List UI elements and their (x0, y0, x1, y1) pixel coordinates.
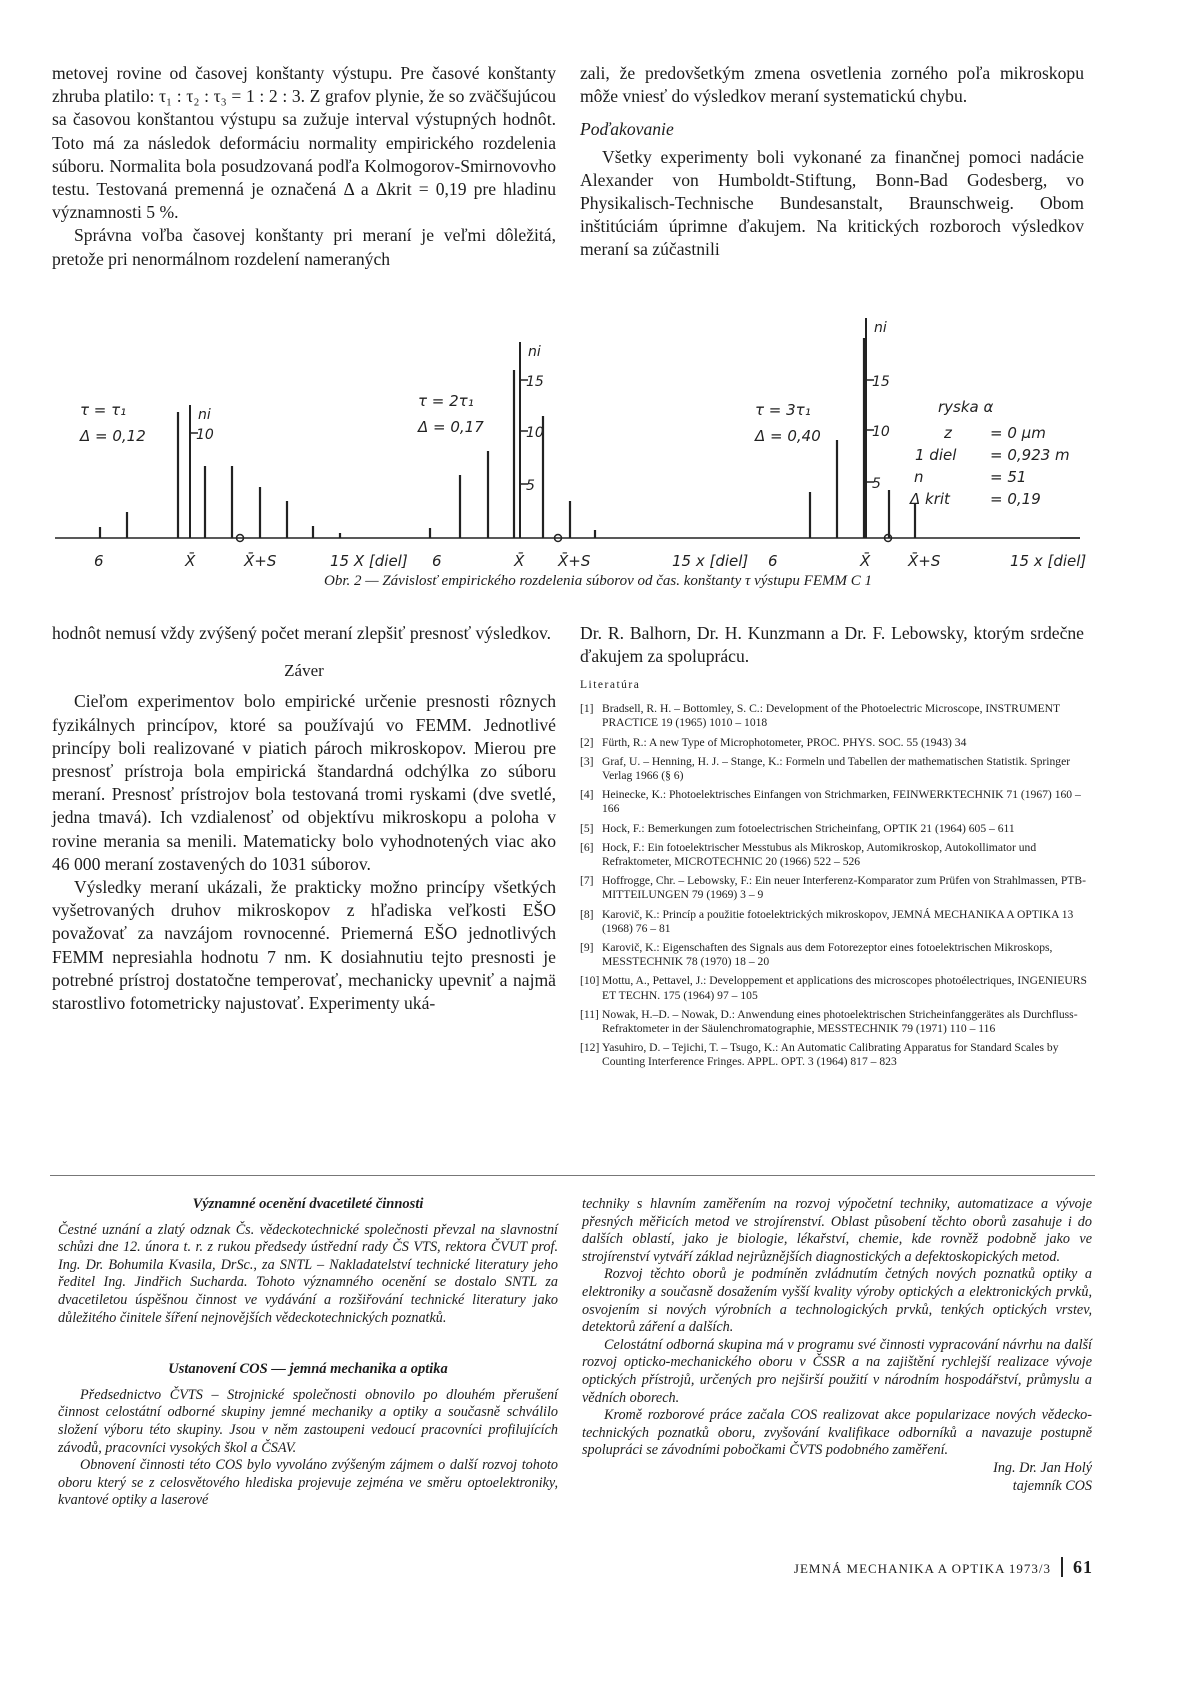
y-tick-label: 5 (872, 476, 881, 492)
reference-item (580, 941, 1093, 969)
y-tick-label: 10 (526, 425, 544, 441)
tau-label: τ = 3τ₁ (755, 401, 811, 419)
legend-key: n (914, 468, 924, 486)
paragraph: Čestné uznání a zlatý odznak Čs. vědeckotechnické společnosti převzal na slavnostní schůzi dne 12. února t. r. z rukou předsedy ústřední rady ČS VTS, rektora ČVUT prof. Ing. Dr. Bohumila Kvasila, DrSc., za SNTL – Nakladatelství technické literatury jeho ředitel Ing. Jindřich Sucharda. Tohoto významného ocenění se dostalo SNTL za dvacetiletou úspěšnou činnost ve vydávání a rozšiřování technické literatury jako důležitého činitele šíření nejnovějších vědeckotechnických poznatků. (58, 1221, 558, 1326)
reference-text: Fürth, R.: A new Type of Microphotometer, PROC. PHYS. SOC. 55 (1943) 34 (602, 735, 967, 749)
reference-item (580, 908, 1093, 936)
reference-number: [8] (580, 907, 594, 921)
journal-name: JEMNÁ MECHANIKA A OPTIKA 1973/3 (793, 1561, 1051, 1576)
reference-text: Bradsell, R. H. – Bottomley, S. C.: Development of the Photoelectric Microscope, INSTRUMENT PRACTICE 19 (1965) 1010 – 1018 (602, 702, 1060, 730)
legend-value: = 0 μm (990, 424, 1046, 442)
figure-histograms (0, 0, 1193, 600)
paragraph: Dr. R. Balhorn, Dr. H. Kunzmann a Dr. F. Lebowsky, ktorým srdečne ďakujem za spoluprácu. (580, 623, 1084, 667)
reference-text: Nowak, H.–D. – Nowak, D.: Anwendung eines photoelektrischen Stricheinfanggerätes als Durchfluss-Refraktometer in der Säulenchromatographie, MESSTECHNIK 79 (1971) 110 – 116 (602, 1007, 1078, 1036)
legend-value: = 0,19 (990, 490, 1041, 508)
delta-label: Δ = 0,17 (418, 418, 484, 436)
delta-label: Δ = 0,12 (80, 427, 146, 445)
news-heading: Významné ocenění dvacetileté činnosti (192, 1196, 424, 1212)
reference-text: Karovič, K.: Princíp a použitie fotoelektrických mikroskopov, JEMNÁ MECHANIKA A OPTIKA 13 (1968) 76 – 81 (602, 907, 1074, 935)
y-tick-label: 15 (872, 374, 890, 390)
reference-number: [9] (580, 941, 594, 955)
legend-title: ryska α (938, 398, 994, 416)
reference-number: [11] (580, 1007, 599, 1021)
x-label: 6 (94, 552, 104, 570)
x-label: X̄ (860, 552, 871, 570)
paragraph: Všetky experimenty boli vykonané za finančnej pomoci nadácie Alexander von Humboldt-Stiftung, Bonn-Bad Godesberg, vo Physikalisch-Technische Bundesanstalt, Braunschweig. Obom inštitúciám úprimne ďakujem. Na kritických rozboroch výsledkov meraní sa zúčastnili (580, 146, 1084, 260)
x-label: 15 x [diel] (672, 552, 749, 570)
paragraph: Celostátní odborná skupina má v programu své činnosti vypracování návrhu na další rozvoj opticko-mechanického oboru v ČSSR a na zajištění rychlejší realizace vývoje optických přístrojů, určených pro nejširší použití v národním hospodářství, průmyslu a vědních oborech. (582, 1336, 1092, 1406)
reference-item (580, 974, 1093, 1002)
x-label: 6 (432, 552, 442, 570)
reference-text: Mottu, A., Pettavel, J.: Developpement et applications des microscopes photoélectriques, INGENIEURS ET TECHN. 175 (1964) 97 – 105 (602, 974, 1087, 1002)
paragraph: Obnovení činnosti této COS bylo vyvoláno zvýšeným zájmem o další rozvoj tohoto oboru který se z celosvětového hlediska projevuje zejména ve směru optoelektroniky, kvantové optiky a laserové (58, 1457, 558, 1509)
reference-number: [12] (580, 1041, 600, 1055)
x-label: X̄+S (244, 552, 277, 570)
reference-text: Hock, F.: Ein fotoelektrischer Messtubus als Mikroskop, Automikroskop, Autokollimator und Refraktometer, MICROTECHNIC 20 (1966) 522 – 526 (602, 840, 1037, 869)
paragraph: Správna voľba časovej konštanty pri meraní je veľmi dôležitá, pretože pri nenormálnom rozdelení nameraných (52, 225, 556, 269)
x-label: X̄ (185, 552, 196, 570)
reference-item (580, 841, 1093, 869)
paragraph: techniky s hlavním zaměřením na rozvoj výpočetní techniky, automatizace a vývoje přesných měřicích metod ve strojírenství. Oblast působení těchto oborů zasahuje i do dalších oblastí, jako je biologie, lékařství, chemie, kde rovněž podobně jako ve strojírenství vytváří základ nejrůznějších diagnostických a defektoskopických metod. (582, 1196, 1092, 1265)
reference-item (580, 788, 1093, 816)
delta-label: Δ = 0,40 (755, 427, 821, 445)
reference-item (580, 1041, 1093, 1069)
left-mid-column (52, 622, 556, 1015)
reference-number: [10] (580, 974, 600, 988)
paragraph: Cieľom experimentov bolo empirické určenie presnosti rôznych fyzikálnych princípov, ktoré sa používajú vo FEMM. Jednotlivé princípy boli realizované v piatich pároch mikroskopov. Mierou pre presnosť prístroja bola empirická štandardná odchýlka zo súboru meraní. Presnosť prístrojov bola testovaná tromi ryskami (dve svetlé, jedna tmavá). Ich vzdialenosť od objektívu mikroskopu a poloha v rovine merania sa menili. Matematicky bolo vyhodnotených viac ako 46 000 meraní zostavených do 1031 súborov. (52, 691, 556, 874)
y-tick-label: 10 (872, 424, 890, 440)
reference-text: Heinecke, K.: Photoelektrisches Einfangen von Strichmarken, FEINWERKTECHNIK 71 (1967) 160 – 166 (602, 788, 1081, 816)
legend-value: = 0,923 m (990, 446, 1070, 464)
reference-item (580, 702, 1093, 730)
axis-label: ni (874, 320, 887, 336)
x-label: 6 (768, 552, 778, 570)
section-heading: Záver (284, 661, 324, 681)
axis-label: ni (528, 344, 541, 360)
y-tick-label: 10 (196, 427, 214, 443)
paragraph: Výsledky meraní ukázali, že prakticky možno princípy všetkých vyšetrovaných druhov mikroskopov z hľadiska veľkosti EŠO považovať za navzájom rovnocenné. Priemerná EŠO jednotlivých FEMM nepresiahla hodnotu 7 nm. K dosiahnutiu tejto presnosti je potrebné prístroj dostatočne temperovať, mechanicky upevniť a najmä starostlivo fotometricky najustovať. Experimenty uká- (52, 877, 556, 1014)
tau-label: τ = τ₁ (80, 401, 127, 419)
reference-item (580, 736, 1093, 750)
news-heading: Ustanovení COS — jemná mechanika a optika (168, 1361, 448, 1378)
legend-key: 1 diel (915, 446, 957, 464)
paragraph: metovej rovine od časovej konštanty výstupu. Pre časové konštanty zhruba platilo: τ₁ : τ₂ : τ₃ = 1 : 2 : 3. Z grafov plynie, že so zväčšujúcou sa časovou konštantou výstupu sa zužuje interval výstupných hodnôt. Toto má za následok deformáciu normality empirického rozdelenia súboru. Normalita bola posudzovaná podľa Kolmogorov-Smirnovovho testu. Testovaná premenná je označená Δ a Δkrit = 0,19 pre hladinu významnosti 5 %. (52, 63, 556, 223)
reference-item (580, 874, 1093, 902)
y-tick-label: 5 (526, 478, 535, 494)
legend-value: = 51 (990, 468, 1027, 486)
reference-number: [6] (580, 840, 594, 854)
legend-key: Δ krit (910, 490, 950, 508)
bottom-left-column (58, 1196, 558, 1510)
divider (50, 1175, 1095, 1176)
reference-item (580, 755, 1093, 783)
reference-text: Hoffrogge, Chr. – Lebowsky, F.: Ein neuer Interferenz-Komparator zum Prüfen von Strahlmassen, PTB-MITTEILUNGEN 79 (1969) 3 – 9 (602, 874, 1086, 902)
signature-name: Ing. Dr. Jan Holý (993, 1459, 1092, 1476)
legend-key: z (944, 424, 952, 442)
reference-text: Yasuhiro, D. – Tejichi, T. – Tsugo, K.: An Automatic Calibrating Apparatus for Standard Scales by Counting Interference Fringes. APPL. OPT. 3 (1964) 817 – 823 (602, 1041, 1059, 1069)
references (580, 678, 1093, 1075)
figure-caption: Obr. 2 — Závislosť empirického rozdelenia súborov od čas. konštanty τ výstupu FEMM C 1 (324, 573, 872, 589)
paragraph: hodnôt nemusí vždy zvýšený počet meraní zlepšiť presnosť výsledkov. (52, 623, 552, 643)
references-heading: Literatúra (580, 679, 641, 691)
x-label: X̄+S (908, 552, 941, 570)
page-footer (794, 1557, 1093, 1578)
reference-number: [3] (580, 754, 594, 768)
right-mid-column (580, 622, 1084, 668)
reference-item (580, 1008, 1093, 1036)
x-label: X̄+S (558, 552, 591, 570)
reference-text: Hock, F.: Bemerkungen zum fotoelectrischen Stricheinfang, OPTIK 21 (1964) 605 – 611 (602, 821, 1015, 835)
reference-item (580, 822, 1093, 836)
reference-number: [5] (580, 821, 594, 835)
tau-label: τ = 2τ₁ (418, 392, 474, 410)
x-label: X̄ (514, 552, 525, 570)
x-label: 15 X [diel] (330, 552, 408, 570)
reference-text: Karovič, K.: Eigenschaften des Signals aus dem Fotorezeptor eines fotoelektrischen Mikroskops, MESSTECHNIK 78 (1970) 18 – 20 (602, 941, 1053, 969)
paragraph: Předsednictvo ČVTS – Strojnické společnosti obnovilo po dlouhém přerušení činnost celostátní odborné skupiny jemné mechaniky a optiky a současně schválilo složení výboru této skupiny. Jsou v něm zastoupeni vedoucí pracovníci profilujících závodů, pracovníci vysokých škol a ČSAV. (58, 1386, 558, 1456)
paragraph: Rozvoj těchto oborů je podmíněn zvládnutím četných nových poznatků optiky a elektroniky a současně dosažením vyšší kvality výroby optických a elektronických prvků, osvojením si nových výrobních a technologických prvků, tenkých optických vrstev, detektorů záření a dalších. (582, 1266, 1092, 1336)
paragraph: Kromě rozborové práce začala COS realizovat akce popularizace nových vědecko-technických poznatků oboru, zvyšování kvalifikace odborníků a navazuje postupně spolupráci se závodními pobočkami ČVTS podobného zaměření. (582, 1407, 1092, 1459)
page-number: 61 (1061, 1557, 1093, 1577)
reference-number: [7] (580, 874, 594, 888)
x-label: 15 x [diel] (1010, 552, 1087, 570)
signature-role: tajemník COS (1012, 1477, 1092, 1494)
section-heading: Poďakovanie (580, 119, 674, 140)
reference-number: [1] (580, 702, 594, 716)
paragraph: zali, že predovšetkým zmena osvetlenia zorného poľa mikroskopu môže vniesť do výsledkov meraní systematickú chybu. (580, 63, 1084, 107)
axis-label: ni (198, 407, 211, 423)
y-tick-label: 15 (526, 374, 544, 390)
bottom-right-column (582, 1196, 1092, 1495)
reference-text: Graf, U. – Henning, H. J. – Stange, K.: Formeln und Tabellen der mathematischen Statistik. Springer Verlag 1966 (§ 6) (602, 754, 1071, 783)
reference-number: [4] (580, 788, 594, 802)
reference-number: [2] (580, 735, 594, 749)
